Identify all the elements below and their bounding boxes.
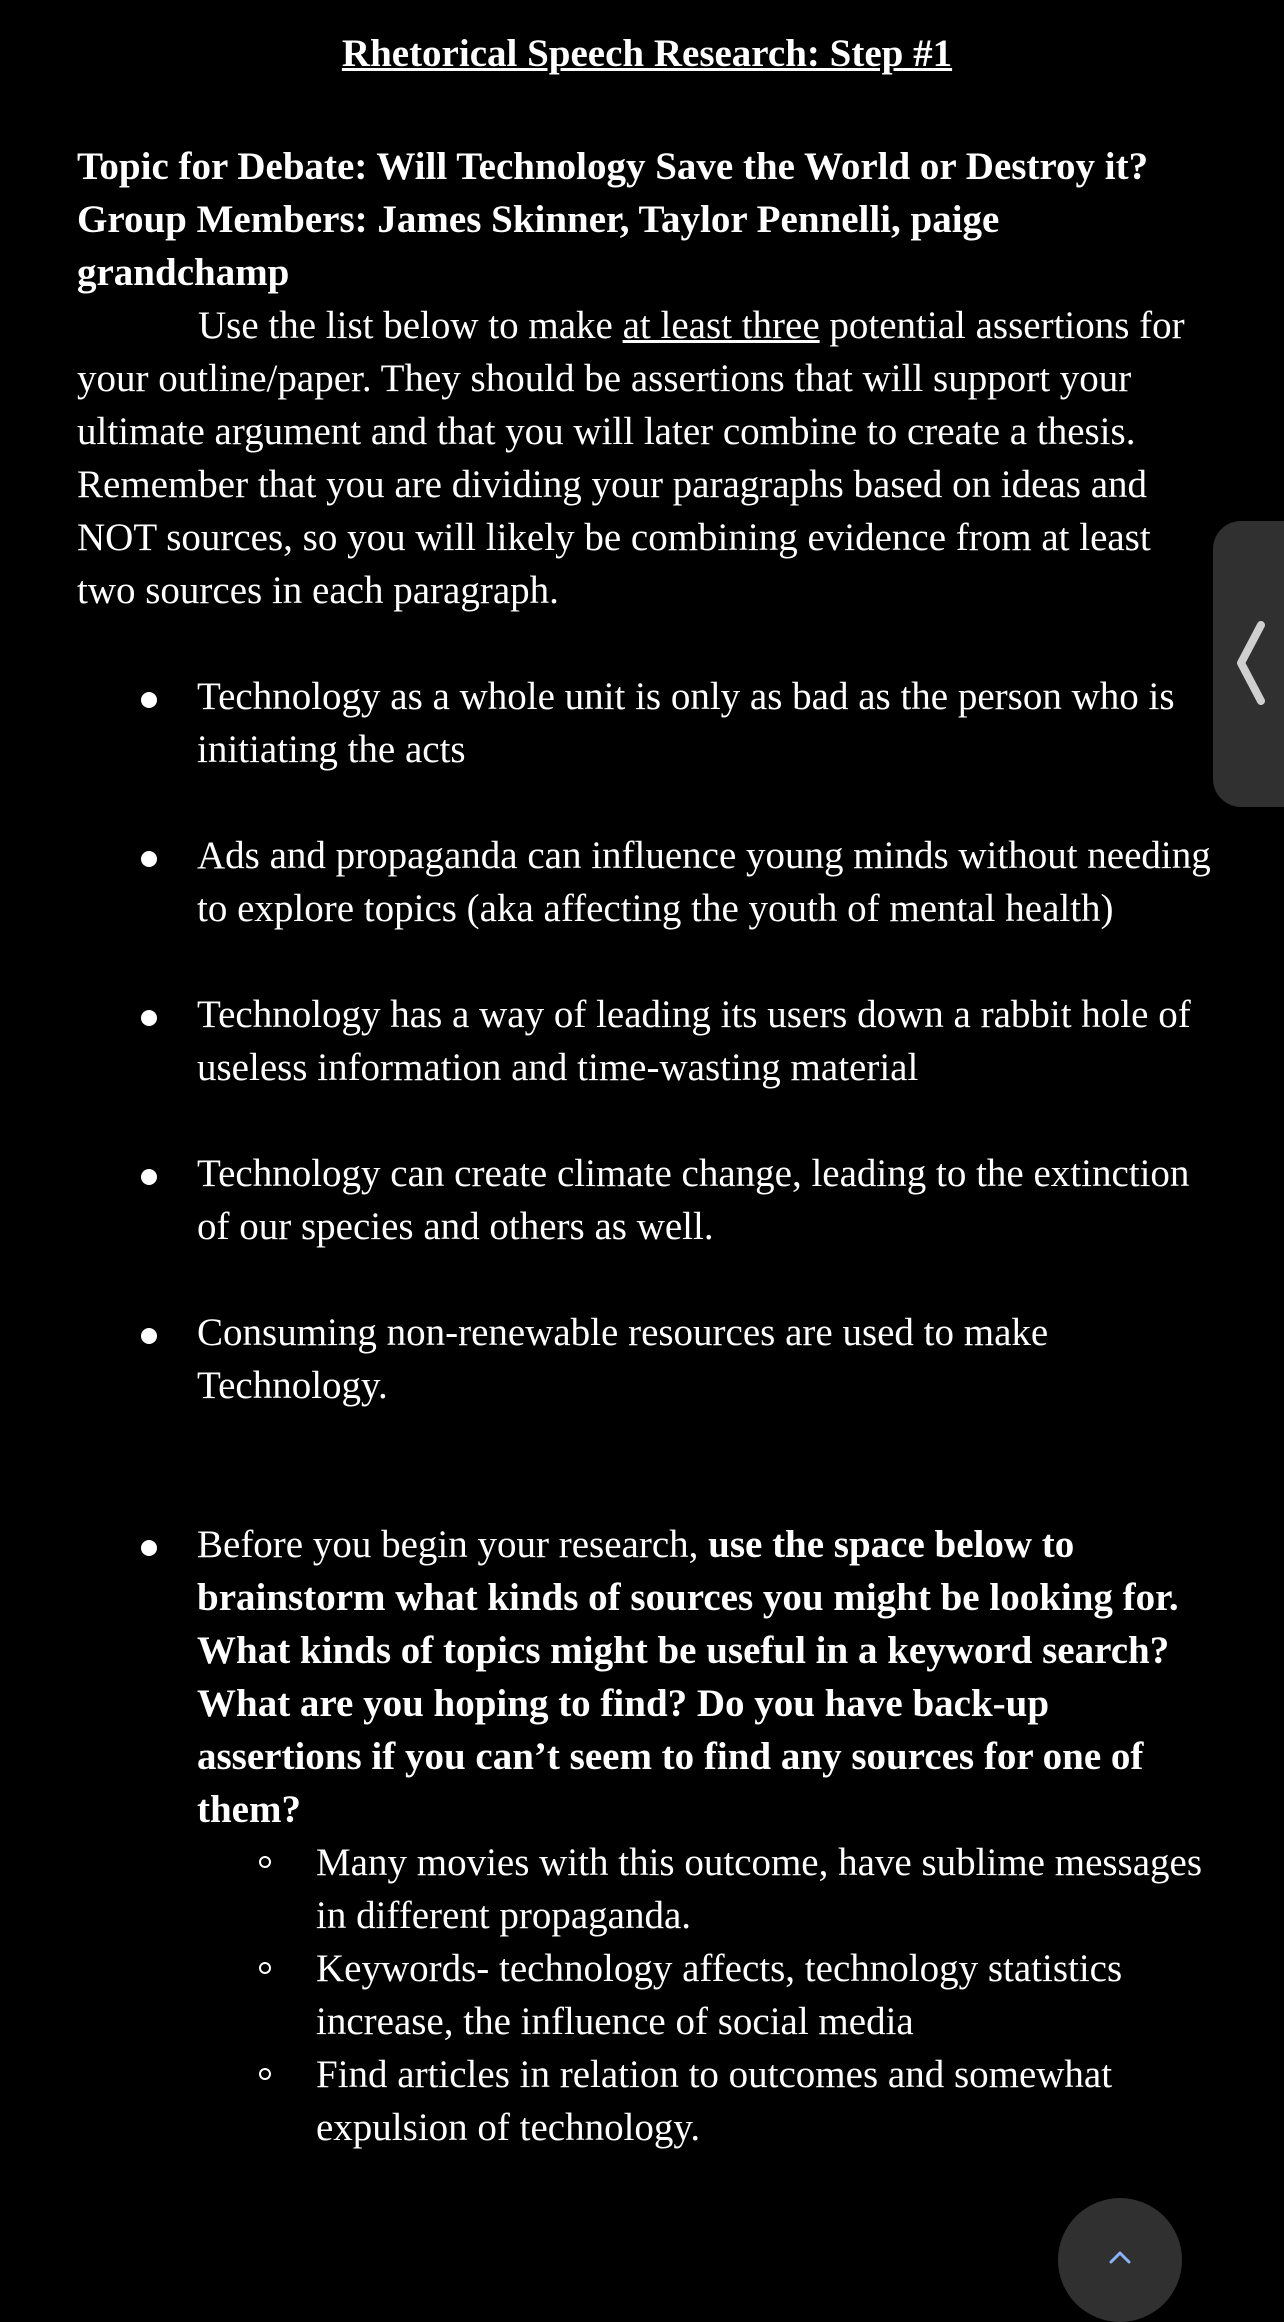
bullet-icon <box>141 1169 157 1185</box>
instructions-paragraph <box>77 299 1217 617</box>
instructions-underlined: at least three <box>622 304 820 347</box>
assertion-text: Consuming non-renewable resources are used to make Technology. <box>197 1311 1049 1407</box>
list-item <box>77 670 1217 776</box>
sub-list-item <box>197 1836 1217 1942</box>
document-body <box>77 22 1217 2207</box>
hollow-bullet-icon <box>259 1962 271 1974</box>
assertion-text: Technology has a way of leading its users down a rabbit hole of useless information and time-wasting material <box>197 993 1191 1089</box>
brainstorm-intro: Before you begin your research, <box>197 1523 709 1566</box>
topic-line: Topic for Debate: Will Technology Save the World or Destroy it? <box>77 145 1149 188</box>
assertion-text: Technology as a whole unit is only as bad as the person who is initiating the acts <box>197 675 1175 771</box>
group-members-line: Group Members: James Skinner, Taylor Pennelli, paige grandchamp <box>77 198 1000 294</box>
hollow-bullet-icon <box>259 1856 271 1868</box>
assertion-text: Ads and propaganda can influence young minds without needing to explore topics (aka affecting the youth of mental health) <box>197 834 1211 930</box>
sub-list-item <box>197 1942 1217 2048</box>
list-item <box>77 1306 1217 1412</box>
answer-text: Keywords- technology affects, technology statistics increase, the influence of social media <box>316 1947 1123 2043</box>
brainstorm-prompt: use the space below to brainstorm what kinds of sources you might be looking for. What kinds of topics might be useful in a keyword search? What are you hoping to find? Do you have back-up assertions if you can’t seem to find any sources for one of them? <box>197 1523 1179 1831</box>
brainstorm-item <box>77 1518 1217 2154</box>
bullet-icon <box>141 851 157 867</box>
bullet-icon <box>141 1010 157 1026</box>
bullet-icon <box>141 1540 157 1556</box>
answer-text: Find articles in relation to outcomes and somewhat expulsion of technology. <box>316 2053 1113 2149</box>
sub-list-item <box>197 2048 1217 2154</box>
list-item <box>77 988 1217 1094</box>
instructions-text-end: potential assertions for your outline/paper. They should be assertions that will support your ultimate argument and that you will later combine to create a thesis. Remember that you are dividing your paragraphs based on ideas and NOT sources, so you will likely be combining evidence from at least two sources in each paragraph. <box>77 304 1185 612</box>
list-item <box>77 829 1217 935</box>
document-title: Rhetorical Speech Research: Step #1 <box>341 32 953 75</box>
assertion-text: Technology can create climate change, leading to the extinction of our species and others as well. <box>197 1152 1190 1248</box>
chevron-up-icon <box>1108 2250 1132 2264</box>
list-item <box>77 1147 1217 1253</box>
instructions-text-start: Use the list below to make <box>198 304 623 347</box>
assertion-list <box>77 670 1217 2154</box>
scroll-top-button[interactable] <box>1058 2198 1182 2322</box>
side-panel-handle[interactable] <box>1213 521 1284 807</box>
bullet-icon <box>141 692 157 708</box>
hollow-bullet-icon <box>259 2068 271 2080</box>
bullet-icon <box>141 1328 157 1344</box>
brainstorm-answers <box>197 1836 1217 2154</box>
chevron-left-icon <box>1231 621 1271 705</box>
answer-text: Many movies with this outcome, have sublime messages in different propaganda. <box>316 1841 1203 1937</box>
